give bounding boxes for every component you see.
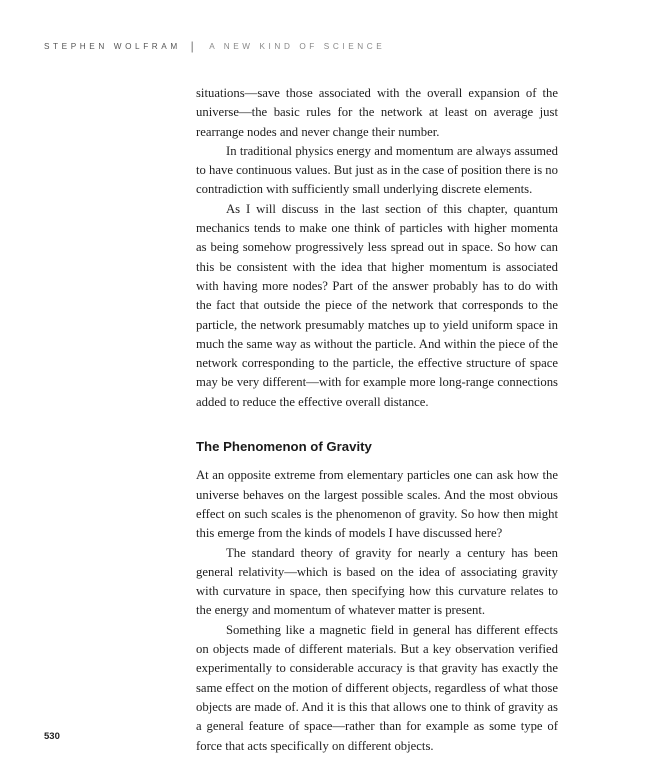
- header-book-title: A NEW KIND OF SCIENCE: [209, 42, 386, 51]
- header-separator: |: [190, 39, 194, 53]
- page-number: 530: [44, 731, 60, 742]
- paragraph-magnetic-field: Something like a magnetic field in general has different effects on objects made of different materials. But a key observation verified experimentally to considerable accuracy is that gravity has exactly the same effect on the motion of different objects, regardless of what those objects are made of. And it is this that allows one to think of gravity as a general feature of space—rather than for example as some type of force that acts specifically on different objects.: [196, 622, 558, 753]
- paragraph-continued: situations—save those associated with the overall expansion of the universe—the basic rules for the network at least on average just rearrange nodes and never change their number.: [196, 86, 558, 139]
- paragraph-energy-momentum: In traditional physics energy and momentum are always assumed to have continuous values. But just as in the case of position there is no contradiction with sufficiently small underlying discrete elements.: [196, 143, 558, 197]
- paragraph-quantum-mechanics: As I will discuss in the last section of this chapter, quantum mechanics tends to make one think of particles with higher momenta as being somehow progressively less spread out in space. So how can this be consistent with the idea that higher momentum is associated with having more nodes? Part of the answer probably has to do with the fact that outside the piece of the network that corresponds to the particle, the network presumably matches up to yield uniform space in much the same way as without the particle. And within the piece of the network corresponding to the particle, the effective structure of space may be very different—with for example more long-range connections added to reduce the effective overall distance.: [196, 201, 558, 409]
- header-author: STEPHEN WOLFRAM: [44, 42, 181, 51]
- paragraph-general-relativity: The standard theory of gravity for nearly a century has been general relativity—which is based on the idea of associating gravity with curvature in space, then specifying how this curvature relates to the energy and momentum of whatever matter is present.: [196, 545, 558, 618]
- paragraph-gravity-intro: At an opposite extreme from elementary particles one can ask how the universe behaves on the largest possible scales. And the most obvious effect on such scales is the phenomenon of gravity. So how then might this emerge from the kinds of models I have discussed here?: [196, 468, 558, 541]
- running-header: [44, 38, 385, 52]
- page-body: [196, 84, 558, 756]
- heading-spacer: [196, 456, 558, 466]
- section-spacer: [196, 412, 558, 437]
- section-heading: The Phenomenon of Gravity: [196, 439, 372, 455]
